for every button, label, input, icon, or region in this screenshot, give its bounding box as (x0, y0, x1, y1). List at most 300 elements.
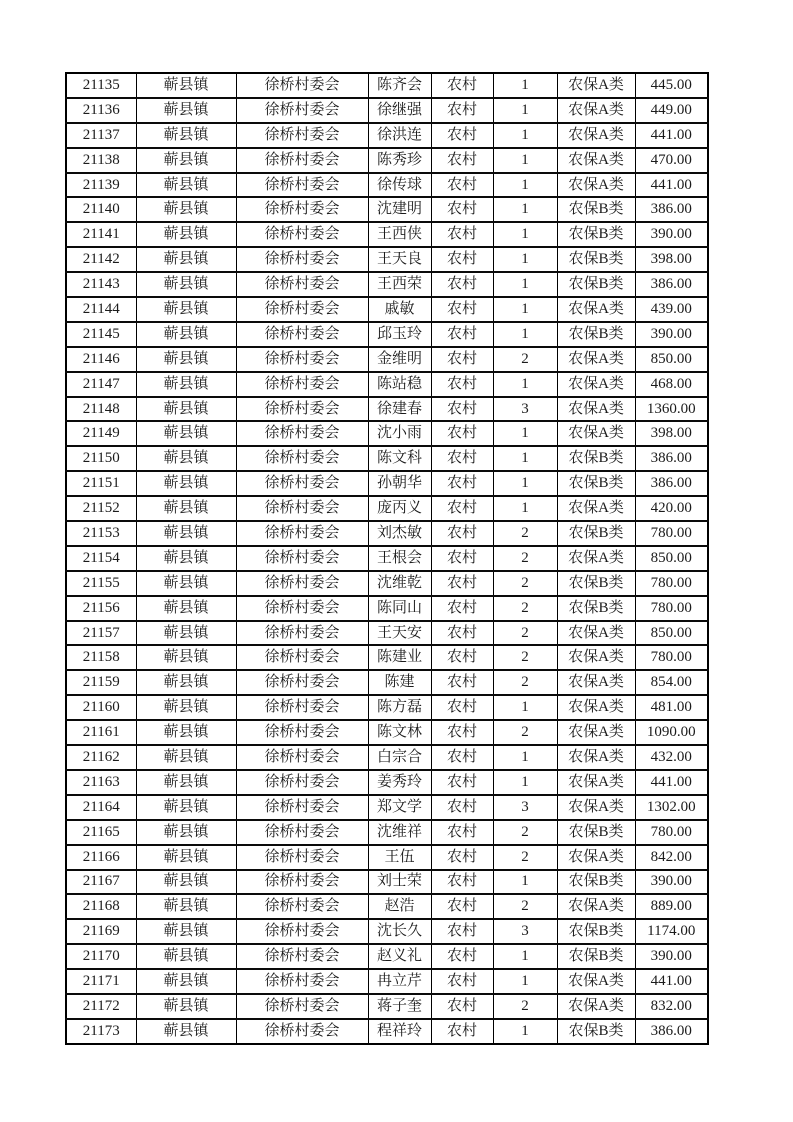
cell-category: 农村 (431, 944, 493, 969)
cell-person-count: 1 (493, 745, 557, 770)
cell-serial-number: 21164 (66, 795, 136, 820)
cell-town: 蕲县镇 (136, 197, 236, 222)
cell-person-name: 蒋子奎 (368, 994, 431, 1019)
cell-person-name: 陈建 (368, 670, 431, 695)
cell-town: 蕲县镇 (136, 471, 236, 496)
cell-person-count: 1 (493, 123, 557, 148)
cell-category: 农村 (431, 621, 493, 646)
cell-person-name: 陈站稳 (368, 372, 431, 397)
cell-amount: 1090.00 (635, 720, 708, 745)
cell-insurance-type: 农保B类 (557, 944, 635, 969)
cell-person-name: 沈维乾 (368, 571, 431, 596)
cell-person-count: 2 (493, 571, 557, 596)
cell-person-name: 冉立芹 (368, 969, 431, 994)
cell-village-committee: 徐桥村委会 (236, 521, 368, 546)
cell-person-name: 刘杰敏 (368, 521, 431, 546)
cell-village-committee: 徐桥村委会 (236, 247, 368, 272)
cell-serial-number: 21138 (66, 148, 136, 173)
cell-person-name: 徐洪连 (368, 123, 431, 148)
cell-category: 农村 (431, 1019, 493, 1044)
cell-amount: 386.00 (635, 471, 708, 496)
table-row (66, 347, 708, 372)
table-row (66, 745, 708, 770)
cell-village-committee: 徐桥村委会 (236, 73, 368, 98)
cell-insurance-type: 农保B类 (557, 272, 635, 297)
cell-insurance-type: 农保B类 (557, 322, 635, 347)
cell-serial-number: 21161 (66, 720, 136, 745)
cell-amount: 386.00 (650, 1022, 692, 1039)
cell-serial-number: 21165 (66, 820, 136, 845)
cell-insurance-type: 农保A类 (557, 894, 635, 919)
cell-serial-number: 21163 (66, 770, 136, 795)
cell-town: 蕲县镇 (136, 123, 236, 148)
cell-amount: 390.00 (635, 222, 708, 247)
cell-town: 蕲县镇 (136, 894, 236, 919)
table-row (66, 272, 708, 297)
cell-town: 蕲县镇 (136, 222, 236, 247)
cell-person-count: 1 (493, 222, 557, 247)
cell-person-count: 2 (493, 720, 557, 745)
cell-village-committee: 徐桥村委会 (236, 1019, 368, 1044)
cell-insurance-type: 农保B类 (557, 446, 635, 471)
cell-person-count: 2 (493, 845, 557, 870)
cell-amount: 439.00 (635, 297, 708, 322)
cell-village-committee: 徐桥村委会 (236, 222, 368, 247)
cell-insurance-type: 农保A类 (557, 795, 635, 820)
cell-category: 农村 (431, 919, 493, 944)
cell-category: 农村 (431, 173, 493, 198)
cell-category: 农村 (431, 347, 493, 372)
cell-town: 蕲县镇 (136, 546, 236, 571)
cell-insurance-type: 农保A类 (557, 98, 635, 123)
cell-town: 蕲县镇 (136, 795, 236, 820)
cell-serial-number: 21156 (66, 596, 136, 621)
table-row (66, 645, 708, 670)
cell-serial-number: 21137 (66, 123, 136, 148)
cell-category: 农村 (431, 894, 493, 919)
cell-category: 农村 (431, 969, 493, 994)
cell-serial-number: 21150 (66, 446, 136, 471)
cell-category: 农村 (431, 123, 493, 148)
cell-category: 农村 (431, 471, 493, 496)
cell-person-count: 1 (493, 695, 557, 720)
cell-serial-number: 21146 (66, 347, 136, 372)
cell-person-count: 2 (493, 994, 557, 1019)
cell-category: 农村 (431, 446, 493, 471)
cell-insurance-type: 农保B类 (557, 247, 635, 272)
cell-person-name: 沈建明 (368, 197, 431, 222)
cell-insurance-type: 农保B类 (557, 222, 635, 247)
cell-amount: 398.00 (635, 247, 708, 272)
cell-person-count: 1 (493, 870, 557, 895)
cell-category: 农村 (431, 496, 493, 521)
cell-category: 农村 (431, 845, 493, 870)
cell-town: 蕲县镇 (136, 297, 236, 322)
cell-village-committee: 徐桥村委会 (236, 670, 368, 695)
cell-category: 农村 (431, 322, 493, 347)
cell-person-name: 刘士荣 (368, 870, 431, 895)
cell-person-name: 徐继强 (368, 98, 431, 123)
cell-person-name: 陈建业 (368, 645, 431, 670)
cell-village-committee: 徐桥村委会 (236, 596, 368, 621)
cell-category: 农村 (431, 73, 493, 98)
cell-amount: 1360.00 (635, 397, 708, 422)
cell-category: 农村 (431, 272, 493, 297)
cell-person-name: 沈小雨 (368, 421, 431, 446)
cell-insurance-type: 农保A类 (557, 770, 635, 795)
cell-person-name: 沈维祥 (368, 820, 431, 845)
table-row (66, 197, 708, 222)
cell-person-name: 王天安 (368, 621, 431, 646)
cell-town: 蕲县镇 (136, 372, 236, 397)
cell-amount: 850.00 (635, 546, 708, 571)
cell-serial-number: 21155 (66, 571, 136, 596)
cell-person-name: 陈齐会 (368, 73, 431, 98)
cell-serial-number: 21149 (66, 421, 136, 446)
cell-insurance-type: 农保A类 (557, 123, 635, 148)
table-row (66, 173, 708, 198)
cell-town: 蕲县镇 (136, 322, 236, 347)
cell-person-count: 1 (493, 969, 557, 994)
cell-town: 蕲县镇 (136, 596, 236, 621)
cell-village-committee: 徐桥村委会 (236, 745, 368, 770)
cell-insurance-type: 农保A类 (557, 347, 635, 372)
cell-town: 蕲县镇 (136, 571, 236, 596)
cell-amount: 780.00 (635, 645, 708, 670)
cell-village-committee: 徐桥村委会 (236, 173, 368, 198)
cell-town: 蕲县镇 (136, 720, 236, 745)
table-row (66, 322, 708, 347)
cell-town: 蕲县镇 (136, 870, 236, 895)
table-row (66, 969, 708, 994)
cell-serial-number: 21160 (66, 695, 136, 720)
cell-village-committee: 徐桥村委会 (236, 496, 368, 521)
cell-village-committee: 徐桥村委会 (236, 571, 368, 596)
cell-insurance-type: 农保A类 (557, 496, 635, 521)
cell-town: 蕲县镇 (136, 73, 236, 98)
table-row (66, 546, 708, 571)
table-row (66, 944, 708, 969)
cell-serial-number: 21140 (66, 197, 136, 222)
cell-town: 蕲县镇 (136, 820, 236, 845)
cell-insurance-type: 农保B类 (557, 870, 635, 895)
table-row (66, 596, 708, 621)
cell-amount: 850.00 (635, 621, 708, 646)
cell-person-name: 赵浩 (368, 894, 431, 919)
cell-person-count: 2 (493, 894, 557, 919)
cell-category: 农村 (431, 247, 493, 272)
cell-person-count: 1 (493, 421, 557, 446)
cell-category: 农村 (431, 148, 493, 173)
cell-category: 农村 (431, 745, 493, 770)
cell-town: 蕲县镇 (136, 247, 236, 272)
cell-village-committee: 徐桥村委会 (236, 621, 368, 646)
table-row (66, 123, 708, 148)
cell-person-count: 1 (493, 148, 557, 173)
cell-amount: 481.00 (635, 695, 708, 720)
cell-person-count: 1 (493, 98, 557, 123)
cell-village-committee: 徐桥村委会 (236, 272, 368, 297)
cell-amount: 854.00 (635, 670, 708, 695)
cell-person-name: 王西侠 (368, 222, 431, 247)
table-row (66, 372, 708, 397)
table-row (66, 73, 708, 98)
cell-amount: 470.00 (635, 148, 708, 173)
cell-category: 农村 (431, 820, 493, 845)
table-row (66, 894, 708, 919)
cell-village-committee: 徐桥村委会 (236, 322, 368, 347)
cell-town: 蕲县镇 (136, 670, 236, 695)
cell-insurance-type: 农保A类 (557, 546, 635, 571)
cell-amount: 432.00 (635, 745, 708, 770)
table-row (66, 247, 708, 272)
cell-insurance-type: 农保A类 (557, 297, 635, 322)
table-row (66, 397, 708, 422)
cell-village-committee: 徐桥村委会 (236, 795, 368, 820)
cell-village-committee: 徐桥村委会 (236, 770, 368, 795)
cell-village-committee: 徐桥村委会 (236, 372, 368, 397)
cell-town: 蕲县镇 (136, 397, 236, 422)
cell-town: 蕲县镇 (136, 645, 236, 670)
cell-amount: 468.00 (635, 372, 708, 397)
cell-insurance-type: 农保A类 (557, 994, 635, 1019)
cell-village-committee: 徐桥村委会 (236, 148, 368, 173)
cell-person-name: 赵义礼 (368, 944, 431, 969)
cell-town: 蕲县镇 (136, 496, 236, 521)
cell-person-count: 3 (493, 397, 557, 422)
table-row (66, 820, 708, 845)
cell-person-name: 陈文科 (368, 446, 431, 471)
cell-category: 农村 (431, 571, 493, 596)
cell-person-count: 1 (493, 272, 557, 297)
cell-person-count: 1 (493, 471, 557, 496)
cell-category: 农村 (431, 770, 493, 795)
cell-amount: 1174.00 (635, 919, 708, 944)
cell-village-committee: 徐桥村委会 (236, 397, 368, 422)
cell-category: 农村 (431, 297, 493, 322)
cell-person-count: 3 (493, 795, 557, 820)
cell-person-name: 王根会 (368, 546, 431, 571)
cell-town: 蕲县镇 (136, 446, 236, 471)
cell-serial-number: 21172 (66, 994, 136, 1019)
table-row (66, 446, 708, 471)
cell-insurance-type: 农保A类 (557, 969, 635, 994)
cell-insurance-type: 农保A类 (557, 845, 635, 870)
cell-town: 蕲县镇 (136, 845, 236, 870)
cell-insurance-type: 农保A类 (557, 372, 635, 397)
cell-serial-number: 21159 (66, 670, 136, 695)
cell-serial-number: 21135 (66, 73, 136, 98)
cell-village-committee: 徐桥村委会 (236, 994, 368, 1019)
cell-serial-number: 21167 (66, 870, 136, 895)
cell-insurance-type: 农保B类 (557, 197, 635, 222)
cell-category: 农村 (431, 596, 493, 621)
cell-person-name: 白宗合 (368, 745, 431, 770)
cell-serial-number: 21152 (66, 496, 136, 521)
table-row (66, 421, 708, 446)
cell-amount: 386.00 (635, 446, 708, 471)
table-row (66, 695, 708, 720)
cell-village-committee: 徐桥村委会 (236, 98, 368, 123)
cell-category: 农村 (431, 795, 493, 820)
cell-serial-number: 21170 (66, 944, 136, 969)
cell-town: 蕲县镇 (136, 521, 236, 546)
cell-amount: 780.00 (635, 596, 708, 621)
cell-insurance-type: 农保B类 (557, 919, 635, 944)
cell-insurance-type: 农保A类 (557, 173, 635, 198)
cell-village-committee: 徐桥村委会 (236, 820, 368, 845)
cell-village-committee: 徐桥村委会 (236, 969, 368, 994)
table-row (66, 98, 708, 123)
cell-person-name: 陈文林 (368, 720, 431, 745)
cell-person-count: 1 (493, 496, 557, 521)
cell-insurance-type: 农保B类 (557, 596, 635, 621)
cell-person-name: 陈同山 (368, 596, 431, 621)
cell-amount: 832.00 (635, 994, 708, 1019)
cell-amount: 441.00 (635, 969, 708, 994)
cell-village-committee: 徐桥村委会 (236, 919, 368, 944)
cell-person-count: 2 (493, 670, 557, 695)
cell-serial-number: 21142 (66, 247, 136, 272)
cell-person-count: 1 (493, 944, 557, 969)
table-row (66, 571, 708, 596)
cell-person-name: 庞丙义 (368, 496, 431, 521)
cell-amount: 386.00 (635, 272, 708, 297)
cell-person-name: 沈长久 (368, 919, 431, 944)
table-row (66, 521, 708, 546)
cell-amount: 850.00 (635, 347, 708, 372)
cell-town: 蕲县镇 (136, 944, 236, 969)
cell-town: 蕲县镇 (136, 98, 236, 123)
cell-amount: 441.00 (635, 123, 708, 148)
table-row (66, 222, 708, 247)
cell-town: 蕲县镇 (136, 621, 236, 646)
cell-village-committee: 徐桥村委会 (236, 123, 368, 148)
cell-person-name: 徐建春 (368, 397, 431, 422)
cell-category: 农村 (431, 695, 493, 720)
cell-village-committee: 徐桥村委会 (236, 347, 368, 372)
cell-person-name: 程祥玲 (368, 1019, 431, 1044)
cell-category: 农村 (431, 670, 493, 695)
cell-amount: 889.00 (635, 894, 708, 919)
cell-person-count: 2 (493, 546, 557, 571)
cell-insurance-type: 农保A类 (557, 397, 635, 422)
cell-person-count: 1 (493, 446, 557, 471)
table-row (66, 994, 708, 1019)
cell-insurance-type: 农保B类 (557, 471, 635, 496)
table-row (66, 471, 708, 496)
cell-category: 农村 (431, 397, 493, 422)
cell-person-name: 陈方磊 (368, 695, 431, 720)
cell-village-committee: 徐桥村委会 (236, 297, 368, 322)
cell-amount: 780.00 (635, 820, 708, 845)
cell-amount: 420.00 (635, 496, 708, 521)
cell-amount: 441.00 (635, 173, 708, 198)
cell-person-count: 1 (493, 297, 557, 322)
cell-amount: 390.00 (635, 870, 708, 895)
cell-town: 蕲县镇 (136, 770, 236, 795)
table-row (66, 795, 708, 820)
table-row (66, 670, 708, 695)
cell-category: 农村 (431, 372, 493, 397)
cell-town: 蕲县镇 (136, 1019, 236, 1044)
cell-town: 蕲县镇 (136, 148, 236, 173)
cell-person-name: 徐传球 (368, 173, 431, 198)
cell-category: 农村 (431, 98, 493, 123)
table-row (66, 496, 708, 521)
cell-category: 农村 (431, 870, 493, 895)
cell-person-count: 2 (493, 596, 557, 621)
cell-serial-number: 21154 (66, 546, 136, 571)
cell-serial-number: 21143 (66, 272, 136, 297)
cell-person-count: 2 (493, 621, 557, 646)
cell-village-committee: 徐桥村委会 (236, 421, 368, 446)
cell-village-committee: 徐桥村委会 (236, 870, 368, 895)
cell-insurance-type: 农保B类 (557, 521, 635, 546)
cell-insurance-type: 农保A类 (557, 73, 635, 98)
cell-insurance-type: 农保A类 (557, 645, 635, 670)
cell-serial-number: 21171 (66, 969, 136, 994)
cell-village-committee: 徐桥村委会 (236, 546, 368, 571)
cell-village-committee: 徐桥村委会 (236, 197, 368, 222)
cell-serial-number: 21151 (66, 471, 136, 496)
cell-town: 蕲县镇 (136, 347, 236, 372)
cell-amount: 780.00 (635, 521, 708, 546)
cell-amount: 780.00 (635, 571, 708, 596)
cell-insurance-type: 农保A类 (557, 720, 635, 745)
cell-serial-number: 21144 (66, 297, 136, 322)
cell-person-name: 姜秀玲 (368, 770, 431, 795)
cell-category: 农村 (431, 994, 493, 1019)
cell-person-count: 1 (493, 770, 557, 795)
cell-serial-number: 21158 (66, 645, 136, 670)
cell-town: 蕲县镇 (136, 421, 236, 446)
cell-person-count: 1 (493, 1019, 557, 1044)
cell-amount: 1302.00 (635, 795, 708, 820)
table-row (66, 770, 708, 795)
cell-amount: 390.00 (635, 944, 708, 969)
cell-insurance-type: 农保A类 (557, 621, 635, 646)
cell-person-name: 金维明 (368, 347, 431, 372)
cell-town: 蕲县镇 (136, 919, 236, 944)
cell-person-name: 王天良 (368, 247, 431, 272)
cell-town: 蕲县镇 (136, 272, 236, 297)
cell-serial-number: 21136 (66, 98, 136, 123)
cell-village-committee: 徐桥村委会 (236, 645, 368, 670)
insurance-payment-table-body (66, 73, 708, 1044)
cell-amount: 445.00 (635, 73, 708, 98)
cell-person-name: 邱玉玲 (368, 322, 431, 347)
cell-person-count: 2 (493, 645, 557, 670)
cell-person-count: 1 (493, 73, 557, 98)
cell-amount: 449.00 (635, 98, 708, 123)
cell-category: 农村 (431, 645, 493, 670)
cell-insurance-type: 农保A类 (557, 745, 635, 770)
cell-village-committee: 徐桥村委会 (236, 720, 368, 745)
cell-amount: 441.00 (635, 770, 708, 795)
cell-person-name: 王西荣 (368, 272, 431, 297)
table-row (66, 919, 708, 944)
cell-person-count: 2 (493, 820, 557, 845)
cell-person-count: 2 (493, 347, 557, 372)
cell-serial-number: 21141 (66, 222, 136, 247)
cell-amount: 842.00 (635, 845, 708, 870)
table-row (66, 1019, 708, 1044)
cell-town: 蕲县镇 (136, 969, 236, 994)
cell-town: 蕲县镇 (136, 695, 236, 720)
cell-serial-number: 21139 (66, 173, 136, 198)
cell-insurance-type: 农保B类 (557, 820, 635, 845)
